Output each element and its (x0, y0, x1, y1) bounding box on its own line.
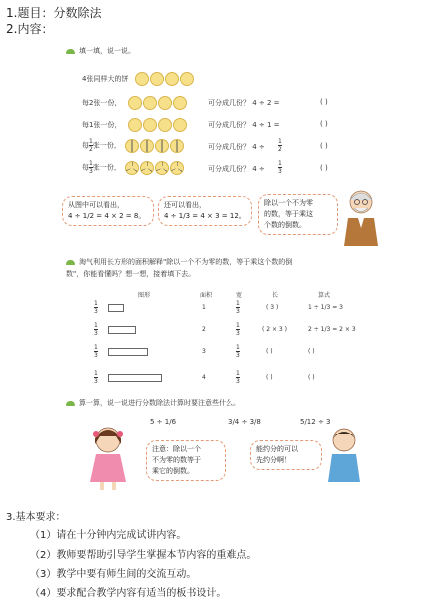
half-cake-icon (170, 139, 184, 153)
girl-speech-bubble (146, 440, 226, 481)
requirements-title: 3.基本要求： (6, 512, 66, 523)
section2-heading (66, 256, 396, 280)
width-value: 1 3 (236, 344, 240, 359)
girl-bubble-line-1: 注意：除以一个 (152, 445, 201, 453)
row-4-divisor (278, 160, 282, 175)
length-value: ( ) (266, 374, 273, 381)
fraction-den: 2 (278, 146, 282, 153)
section2-heading-line-1: 淘气利用长方形的面积解释"除以一个不为零的数，等于乘这个数的倒 (79, 258, 293, 266)
area-value: 4 (202, 374, 206, 381)
width-value: 1 3 (236, 300, 240, 315)
row-4-prefix: 每 (82, 163, 89, 172)
area-value: 1 (202, 304, 206, 311)
girl-bubble-line-2: 不为零的数等于 (152, 456, 201, 464)
rect-bar (108, 304, 124, 312)
row-2-prefix: 每1张一份， (82, 121, 122, 129)
girl-illustration (86, 424, 130, 492)
col-width: 宽 (236, 292, 243, 299)
length-value: ( ) (266, 348, 273, 355)
rect-bar (108, 326, 136, 334)
requirement-item-3: （3）教学中要有师生间的交流互动。 (30, 569, 197, 580)
formula-value: 2 ÷ 1/3 = 2 × 3 (308, 326, 356, 333)
expr-2: 3/4 ÷ 3/8 (228, 418, 261, 426)
cake-icon (173, 118, 187, 132)
fraction-num: 1 (278, 138, 282, 145)
cake-icon (135, 72, 149, 86)
cake-icon (128, 96, 142, 110)
row-1 (82, 96, 382, 110)
third-cake-icon (125, 161, 139, 175)
row-label: 1 3 (94, 322, 98, 337)
third-cake-icon (155, 161, 169, 175)
section1-heading (66, 46, 135, 56)
row-3-question: 可分成几份？ 4 ÷ (208, 143, 265, 151)
fraction-den: 2 (89, 146, 93, 153)
section3-heading (66, 398, 240, 408)
speech-bubble-2 (158, 196, 252, 226)
row-4-blank: ( ) (320, 164, 328, 172)
topic-title: 1.题目：分数除法 (6, 6, 102, 20)
row-label: 1 3 (94, 344, 98, 359)
half-cake-icon (125, 139, 139, 153)
col-figure: 图形 (138, 292, 151, 299)
area-value: 3 (202, 348, 206, 355)
length-value: ( 3 ) (266, 304, 279, 311)
row-3-prefix: 每 (82, 141, 89, 150)
row-4 (82, 160, 382, 175)
expr-3: 5/12 ÷ 3 (300, 418, 331, 426)
intro-row (82, 72, 195, 86)
intro-text: 4张同样大的饼 (82, 75, 129, 83)
fraction-den: 3 (89, 168, 93, 175)
length-value: ( 2 × 3 ) (262, 326, 287, 333)
row-3-blank: ( ) (320, 142, 328, 150)
bubble-3-line-3: 个数的倒数。 (264, 221, 306, 229)
boy-bubble-line-2: 先约分啊！ (256, 456, 291, 464)
speech-bubble-3 (258, 194, 338, 235)
requirement-item-2: （2）教师要帮助引导学生掌握本节内容的重难点。 (30, 550, 257, 561)
bubble-1-line-2: 4 ÷ 1/2 = 4 × 2 = 8。 (68, 212, 146, 220)
leaf-icon (66, 49, 75, 54)
bubble-3-line-2: 的数，等于乘这 (264, 210, 313, 218)
row-4-question: 可分成几份？ 4 ÷ (208, 165, 265, 173)
col-length: 长 (272, 292, 279, 299)
row-2 (82, 118, 382, 132)
cake-icon (165, 72, 179, 86)
col-area: 面积 (200, 292, 213, 299)
width-value: 1 3 (236, 370, 240, 385)
fraction-num: 1 (89, 138, 93, 145)
girl-bubble-line-3: 乘它的倒数。 (152, 467, 194, 475)
cake-icon (180, 72, 194, 86)
rect-bar (108, 348, 148, 356)
fraction-num: 1 (89, 160, 93, 167)
half-cake-icon (155, 139, 169, 153)
formula-value: ( ) (308, 374, 315, 381)
leaf-icon (66, 260, 75, 265)
bubble-1-line-1: 从图中可以看出， (68, 201, 124, 209)
row-label: 1 3 (94, 370, 98, 385)
section2-heading-line-2: 数"，你能看懂吗？想一想，接着填下去。 (66, 270, 196, 278)
row-3-divisor (278, 138, 282, 153)
row-1-blank: ( ) (320, 98, 328, 106)
width-value: 1 3 (236, 322, 240, 337)
row-1-question: 可分成几份？ 4 ÷ 2 = (208, 99, 280, 107)
row-2-question: 可分成几份？ 4 ÷ 1 = (208, 121, 280, 129)
boy-illustration (324, 426, 364, 482)
cake-icon (158, 96, 172, 110)
speech-bubble-1 (62, 196, 154, 226)
bubble-3-line-1: 除以一个不为零 (264, 199, 313, 207)
cake-icon (158, 118, 172, 132)
row-3-suffix: 张一份， (92, 141, 121, 150)
row-1-prefix: 每2张一份， (82, 99, 122, 107)
formula-value: 1 ÷ 1/3 = 3 (308, 304, 343, 311)
leaf-icon (66, 401, 75, 406)
requirement-item-1: （1）请在十分钟内完成试讲内容。 (30, 530, 187, 541)
row-label: 1 3 (94, 300, 98, 315)
boy-bubble-line-1: 能约分的可以 (256, 445, 298, 453)
row-2-blank: ( ) (320, 120, 328, 128)
row-4-suffix: 张一份， (92, 163, 121, 172)
fraction-den: 3 (278, 168, 282, 175)
requirement-item-4: （4）要求配合教学内容有适当的板书设计。 (30, 588, 227, 599)
cake-icon (143, 118, 157, 132)
bubble-2-line-1: 还可以看出， (164, 201, 206, 209)
area-value: 2 (202, 326, 206, 333)
cake-icon (128, 118, 142, 132)
rect-table (82, 300, 372, 400)
row-3 (82, 138, 382, 153)
content-label: 2.内容： (6, 22, 54, 36)
cake-icon (143, 96, 157, 110)
third-cake-icon (140, 161, 154, 175)
rect-bar (108, 374, 162, 382)
half-cake-icon (140, 139, 154, 153)
col-formula: 算式 (318, 292, 331, 299)
fraction-num: 1 (278, 160, 282, 167)
expr-1: 5 ÷ 1/6 (150, 418, 177, 426)
boy-speech-bubble (250, 440, 322, 470)
teacher-illustration (340, 188, 382, 246)
cake-icon (150, 72, 164, 86)
third-cake-icon (170, 161, 184, 175)
formula-value: ( ) (308, 348, 315, 355)
section3-heading-text: 算一算，说一说进行分数除法计算时要注意些什么。 (79, 399, 240, 407)
cake-icon (173, 96, 187, 110)
section1-heading-text: 填一填，说一说。 (79, 47, 135, 55)
bubble-2-line-2: 4 ÷ 1/3 = 4 × 3 = 12。 (164, 212, 246, 220)
